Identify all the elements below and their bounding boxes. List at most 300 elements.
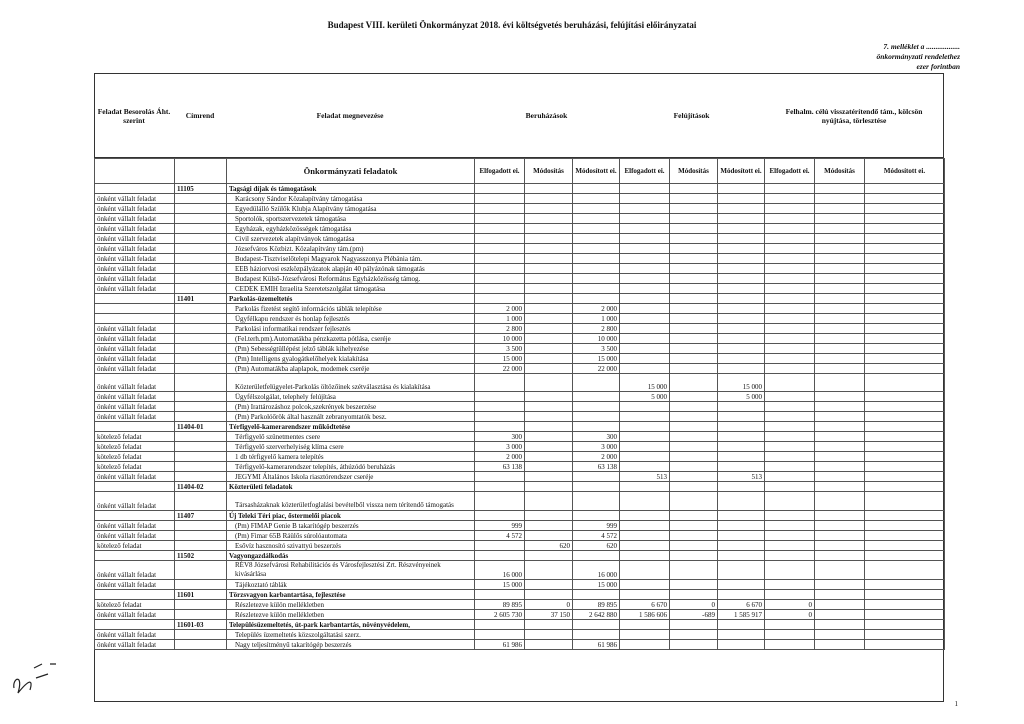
- row-type: önként vállalt feladat: [95, 264, 175, 274]
- value-cell: [573, 374, 620, 392]
- value-cell: 63 138: [475, 462, 525, 472]
- row-type: kötelező feladat: [95, 600, 175, 610]
- value-cell: 999: [475, 521, 525, 531]
- row-type: önként vállalt feladat: [95, 244, 175, 254]
- value-cell: [815, 344, 865, 354]
- value-cell: [670, 354, 718, 364]
- value-cell: 2 800: [475, 324, 525, 334]
- row-type: kötelező feladat: [95, 462, 175, 472]
- value-cell: [765, 442, 815, 452]
- col-beruhazasok: Beruházások: [525, 111, 568, 120]
- value-cell: 5 000: [620, 392, 670, 402]
- value-cell: 2 642 880: [573, 610, 620, 620]
- value-cell: [525, 561, 573, 580]
- value-cell: 0: [525, 600, 573, 610]
- row-code: [175, 600, 227, 610]
- row-name: RÉV8 Józsefvárosi Rehabilitációs és Városfejlesztési Zrt. Részvényeinek kivásárlása: [227, 561, 475, 580]
- row-code: [175, 492, 227, 511]
- row-type: önként vállalt feladat: [95, 214, 175, 224]
- row-type: kötelező feladat: [95, 541, 175, 551]
- value-cell: [718, 432, 765, 442]
- row-type: önként vállalt feladat: [95, 412, 175, 422]
- value-cell: [573, 422, 620, 432]
- value-cell: 5 000: [718, 392, 765, 402]
- value-cell: [670, 561, 718, 580]
- value-cell: [718, 364, 765, 374]
- row-name: (Pm) Automatákba alaplapok, modemek cseréje: [227, 364, 475, 374]
- value-cell: [765, 314, 815, 324]
- row-type: [95, 184, 175, 194]
- value-cell: [620, 354, 670, 364]
- value-cell: [475, 630, 525, 640]
- value-cell: [620, 314, 670, 324]
- row-type: [95, 551, 175, 561]
- value-cell: [718, 304, 765, 314]
- value-cell: [573, 482, 620, 492]
- value-cell: [865, 392, 945, 402]
- row-code: [175, 364, 227, 374]
- value-cell: [475, 204, 525, 214]
- value-cell: [765, 521, 815, 531]
- row-type: [95, 304, 175, 314]
- table-row: [95, 521, 945, 531]
- value-cell: [573, 590, 620, 600]
- value-cell: [865, 412, 945, 422]
- value-cell: [865, 640, 945, 650]
- table-row: [95, 364, 945, 374]
- value-cell: [865, 541, 945, 551]
- row-type: önként vállalt feladat: [95, 324, 175, 334]
- row-type: önként vállalt feladat: [95, 204, 175, 214]
- value-cell: [670, 630, 718, 640]
- value-cell: 0: [765, 600, 815, 610]
- value-cell: [765, 640, 815, 650]
- value-cell: [718, 630, 765, 640]
- value-cell: [815, 462, 865, 472]
- row-name: Budapest Külső-Józsefvárosi Református Egyházközösség támog.: [227, 274, 475, 284]
- value-cell: [573, 234, 620, 244]
- value-cell: [815, 422, 865, 432]
- value-cell: [525, 511, 573, 521]
- table-row: [95, 244, 945, 254]
- value-cell: [573, 214, 620, 224]
- value-cell: [573, 412, 620, 422]
- value-cell: [865, 630, 945, 640]
- value-cell: [620, 224, 670, 234]
- annex-line-1: 7. melléklet a ..................: [883, 42, 960, 51]
- subheader-blank-type: [95, 159, 175, 184]
- value-cell: [525, 244, 573, 254]
- value-cell: [765, 374, 815, 392]
- value-cell: [573, 392, 620, 402]
- value-cell: [525, 344, 573, 354]
- value-cell: [670, 452, 718, 462]
- value-cell: [525, 640, 573, 650]
- row-name: Budapest-Tisztviselőtelepi Magyarok Nagyasszonya Plébánia tám.: [227, 254, 475, 264]
- value-cell: [620, 590, 670, 600]
- annex-line-3: ezer forintban: [916, 62, 960, 71]
- value-cell: [670, 412, 718, 422]
- subheader-felh-modos: Módosított ei.: [865, 159, 945, 184]
- value-cell: [670, 214, 718, 224]
- row-name: (Fel.terh.pm).Automatákba pénzkazetta pótlása, cseréje: [227, 334, 475, 344]
- value-cell: [620, 492, 670, 511]
- row-name: Részletezve külön mellékletben: [227, 600, 475, 610]
- value-cell: [865, 274, 945, 284]
- table-row: [95, 531, 945, 541]
- value-cell: [475, 254, 525, 264]
- value-cell: [475, 472, 525, 482]
- value-cell: 2 000: [573, 452, 620, 462]
- value-cell: [765, 412, 815, 422]
- col-felhalmozasi: Felhalm. célú visszatérítendő tám., kölcsön nyújtása, törlesztése: [785, 106, 923, 125]
- table-row: [95, 442, 945, 452]
- value-cell: 6 670: [620, 600, 670, 610]
- value-cell: [525, 492, 573, 511]
- table-row: [95, 610, 945, 620]
- document-title: Budapest VIII. kerületi Önkormányzat 2018. évi költségvetés beruházási, felújítási előirányzatai: [327, 20, 697, 30]
- value-cell: [620, 482, 670, 492]
- value-cell: [475, 402, 525, 412]
- value-cell: [670, 194, 718, 204]
- value-cell: [475, 511, 525, 521]
- row-type: önként vállalt feladat: [95, 402, 175, 412]
- value-cell: [525, 472, 573, 482]
- value-cell: [865, 314, 945, 324]
- value-cell: [718, 492, 765, 511]
- value-cell: [718, 184, 765, 194]
- row-name: Közterületi feladatok: [227, 482, 475, 492]
- table-row: [95, 224, 945, 234]
- table-row: [95, 452, 945, 462]
- value-cell: 16 000: [475, 561, 525, 580]
- value-cell: 10 000: [573, 334, 620, 344]
- value-cell: [475, 412, 525, 422]
- value-cell: [718, 521, 765, 531]
- value-cell: [865, 482, 945, 492]
- value-cell: [670, 234, 718, 244]
- value-cell: [815, 224, 865, 234]
- value-cell: [475, 184, 525, 194]
- value-cell: [670, 590, 718, 600]
- value-cell: [620, 234, 670, 244]
- subheader-felu-mod: Módosítás: [670, 159, 718, 184]
- value-cell: [815, 244, 865, 254]
- value-cell: [815, 561, 865, 580]
- value-cell: [525, 354, 573, 364]
- value-cell: 3 000: [475, 442, 525, 452]
- table-row: [95, 561, 945, 580]
- page-number: 1: [954, 700, 958, 708]
- row-type: [95, 422, 175, 432]
- value-cell: 89 895: [475, 600, 525, 610]
- value-cell: [525, 620, 573, 630]
- row-code: 11105: [175, 184, 227, 194]
- row-name: Egyházak, egyházközösségek támogatása: [227, 224, 475, 234]
- value-cell: [670, 640, 718, 650]
- value-cell: [670, 374, 718, 392]
- value-cell: [525, 214, 573, 224]
- row-type: önként vállalt feladat: [95, 472, 175, 482]
- value-cell: [765, 452, 815, 462]
- value-cell: [815, 432, 865, 442]
- table-row: [95, 254, 945, 264]
- row-name: Térfigyelő szünetmentes csere: [227, 432, 475, 442]
- value-cell: [765, 531, 815, 541]
- row-code: 11401: [175, 294, 227, 304]
- row-type: kötelező feladat: [95, 432, 175, 442]
- row-type: önként vállalt feladat: [95, 254, 175, 264]
- value-cell: [815, 334, 865, 344]
- value-cell: 4 572: [573, 531, 620, 541]
- value-cell: [765, 194, 815, 204]
- value-cell: [670, 442, 718, 452]
- value-cell: [765, 234, 815, 244]
- row-name: Térfigyelő-kamerarendszer működtetése: [227, 422, 475, 432]
- value-cell: [765, 324, 815, 334]
- value-cell: [765, 392, 815, 402]
- value-cell: [718, 561, 765, 580]
- row-code: 11404-02: [175, 482, 227, 492]
- value-cell: [815, 600, 865, 610]
- value-cell: [525, 334, 573, 344]
- value-cell: [865, 354, 945, 364]
- row-type: önként vállalt feladat: [95, 561, 175, 580]
- row-code: [175, 194, 227, 204]
- row-type: önként vállalt feladat: [95, 492, 175, 511]
- table-row: [95, 214, 945, 224]
- value-cell: [765, 551, 815, 561]
- value-cell: [815, 442, 865, 452]
- value-cell: [865, 531, 945, 541]
- value-cell: [475, 244, 525, 254]
- value-cell: [620, 284, 670, 294]
- value-cell: [670, 294, 718, 304]
- row-code: [175, 531, 227, 541]
- row-type: önként vállalt feladat: [95, 521, 175, 531]
- value-cell: [525, 422, 573, 432]
- row-name: (Pm) Parkolóőrök által használt zebranyomtatók besz.: [227, 412, 475, 422]
- value-cell: [865, 294, 945, 304]
- value-cell: [670, 551, 718, 561]
- row-name: Esővíz hasznosító szivattyú beszerzés: [227, 541, 475, 551]
- value-cell: [865, 432, 945, 442]
- row-type: önként vállalt feladat: [95, 234, 175, 244]
- subheader-section: Önkormányzati feladatok: [227, 159, 475, 184]
- row-name: (Pm) Sebességtüllépést jelző táblák kihelyezése: [227, 344, 475, 354]
- subheader-row: [95, 159, 945, 184]
- value-cell: [620, 630, 670, 640]
- row-name: Részletezve külön mellékletben: [227, 610, 475, 620]
- value-cell: [573, 264, 620, 274]
- row-code: [175, 452, 227, 462]
- column-header-band: [94, 73, 944, 158]
- value-cell: [815, 482, 865, 492]
- subheader-beru-elf: Elfogadott ei.: [475, 159, 525, 184]
- row-code: [175, 314, 227, 324]
- value-cell: [525, 521, 573, 531]
- value-cell: [620, 412, 670, 422]
- value-cell: [475, 234, 525, 244]
- row-code: [175, 392, 227, 402]
- value-cell: [765, 364, 815, 374]
- value-cell: [765, 294, 815, 304]
- row-name: Vagyongazdálkodás: [227, 551, 475, 561]
- value-cell: [525, 254, 573, 264]
- row-name: Civil szervezetek alapítványok támogatása: [227, 234, 475, 244]
- value-cell: [475, 194, 525, 204]
- row-type: önként vállalt feladat: [95, 334, 175, 344]
- value-cell: [865, 204, 945, 214]
- value-cell: [815, 184, 865, 194]
- value-cell: [525, 412, 573, 422]
- value-cell: [718, 452, 765, 462]
- value-cell: [620, 344, 670, 354]
- value-cell: [765, 304, 815, 314]
- value-cell: [865, 254, 945, 264]
- row-type: kötelező feladat: [95, 442, 175, 452]
- value-cell: 15 000: [620, 374, 670, 392]
- value-cell: [765, 482, 815, 492]
- value-cell: [525, 234, 573, 244]
- value-cell: 1 586 606: [620, 610, 670, 620]
- row-name: Parkolási informatikai rendszer fejlesztés: [227, 324, 475, 334]
- value-cell: [765, 472, 815, 482]
- value-cell: [525, 590, 573, 600]
- value-cell: 61 986: [475, 640, 525, 650]
- row-type: önként vállalt feladat: [95, 630, 175, 640]
- value-cell: [765, 630, 815, 640]
- row-type: kötelező feladat: [95, 452, 175, 462]
- value-cell: [475, 214, 525, 224]
- value-cell: [620, 204, 670, 214]
- value-cell: [765, 214, 815, 224]
- row-code: [175, 214, 227, 224]
- row-name: Törzsvagyon karbantartása, fejlesztése: [227, 590, 475, 600]
- value-cell: [573, 184, 620, 194]
- table-row: [95, 511, 945, 521]
- table-row: [95, 412, 945, 422]
- row-name: (Pm) Intelligens gyalogátkelőhelyek kialakítása: [227, 354, 475, 364]
- handwritten-mark-icon: [4, 638, 64, 708]
- value-cell: [865, 561, 945, 580]
- value-cell: [475, 374, 525, 392]
- value-cell: [865, 620, 945, 630]
- value-cell: [525, 580, 573, 590]
- value-cell: 0: [670, 600, 718, 610]
- value-cell: [765, 561, 815, 580]
- value-cell: [670, 541, 718, 551]
- value-cell: [573, 402, 620, 412]
- value-cell: [525, 264, 573, 274]
- row-code: [175, 462, 227, 472]
- table-row: [95, 314, 945, 324]
- row-type: önként vállalt feladat: [95, 284, 175, 294]
- row-name: Karácsony Sándor Közalapítvány támogatása: [227, 194, 475, 204]
- value-cell: [865, 590, 945, 600]
- table-row: [95, 324, 945, 334]
- row-type: önként vállalt feladat: [95, 374, 175, 392]
- value-cell: [525, 531, 573, 541]
- row-type: önként vállalt feladat: [95, 640, 175, 650]
- value-cell: [718, 204, 765, 214]
- value-cell: [765, 580, 815, 590]
- value-cell: [718, 580, 765, 590]
- row-name: Új Teleki Téri piac, őstermelői piacok: [227, 511, 475, 521]
- row-code: [175, 374, 227, 392]
- value-cell: [865, 344, 945, 354]
- value-cell: [718, 590, 765, 600]
- value-cell: [670, 204, 718, 214]
- table-row: [95, 344, 945, 354]
- value-cell: [718, 482, 765, 492]
- table-row: [95, 422, 945, 432]
- value-cell: [670, 274, 718, 284]
- value-cell: 513: [718, 472, 765, 482]
- value-cell: [865, 452, 945, 462]
- value-cell: [765, 254, 815, 264]
- row-name: (Pm) FIMAP Genie B takarítógép beszerzés: [227, 521, 475, 531]
- value-cell: [865, 521, 945, 531]
- row-name: Tájékoztató táblák: [227, 580, 475, 590]
- value-cell: [815, 214, 865, 224]
- row-code: 11404-01: [175, 422, 227, 432]
- row-name: Tagsági díjak és támogatások: [227, 184, 475, 194]
- table-row: [95, 580, 945, 590]
- value-cell: [765, 422, 815, 432]
- value-cell: [620, 580, 670, 590]
- value-cell: [865, 374, 945, 392]
- table-row: [95, 194, 945, 204]
- row-type: önként vállalt feladat: [95, 354, 175, 364]
- value-cell: [525, 224, 573, 234]
- value-cell: [620, 264, 670, 274]
- value-cell: [573, 511, 620, 521]
- value-cell: [620, 402, 670, 412]
- value-cell: [815, 304, 865, 314]
- value-cell: [815, 580, 865, 590]
- value-cell: [670, 432, 718, 442]
- value-cell: [525, 442, 573, 452]
- value-cell: [525, 402, 573, 412]
- value-cell: [670, 264, 718, 274]
- value-cell: 10 000: [475, 334, 525, 344]
- table-row: [95, 492, 945, 511]
- row-code: [175, 412, 227, 422]
- subheader-blank-code: [175, 159, 227, 184]
- table-row: [95, 630, 945, 640]
- value-cell: [865, 334, 945, 344]
- value-cell: [670, 472, 718, 482]
- value-cell: [815, 324, 865, 334]
- value-cell: [815, 234, 865, 244]
- value-cell: [620, 442, 670, 452]
- value-cell: [718, 314, 765, 324]
- value-cell: [718, 284, 765, 294]
- value-cell: 61 986: [573, 640, 620, 650]
- value-cell: [718, 402, 765, 412]
- value-cell: [815, 294, 865, 304]
- value-cell: [670, 184, 718, 194]
- table-row: [95, 462, 945, 472]
- row-code: [175, 432, 227, 442]
- row-name: Térfigyelő-kamerarendszer telepítés, áthúzódó beruházás: [227, 462, 475, 472]
- row-name: 1 db térfigyelő kamera telepítés: [227, 452, 475, 462]
- row-name: Egyedülálló Szülők Klubja Alapítvány támogatása: [227, 204, 475, 214]
- value-cell: [765, 402, 815, 412]
- value-cell: [815, 392, 865, 402]
- value-cell: [865, 600, 945, 610]
